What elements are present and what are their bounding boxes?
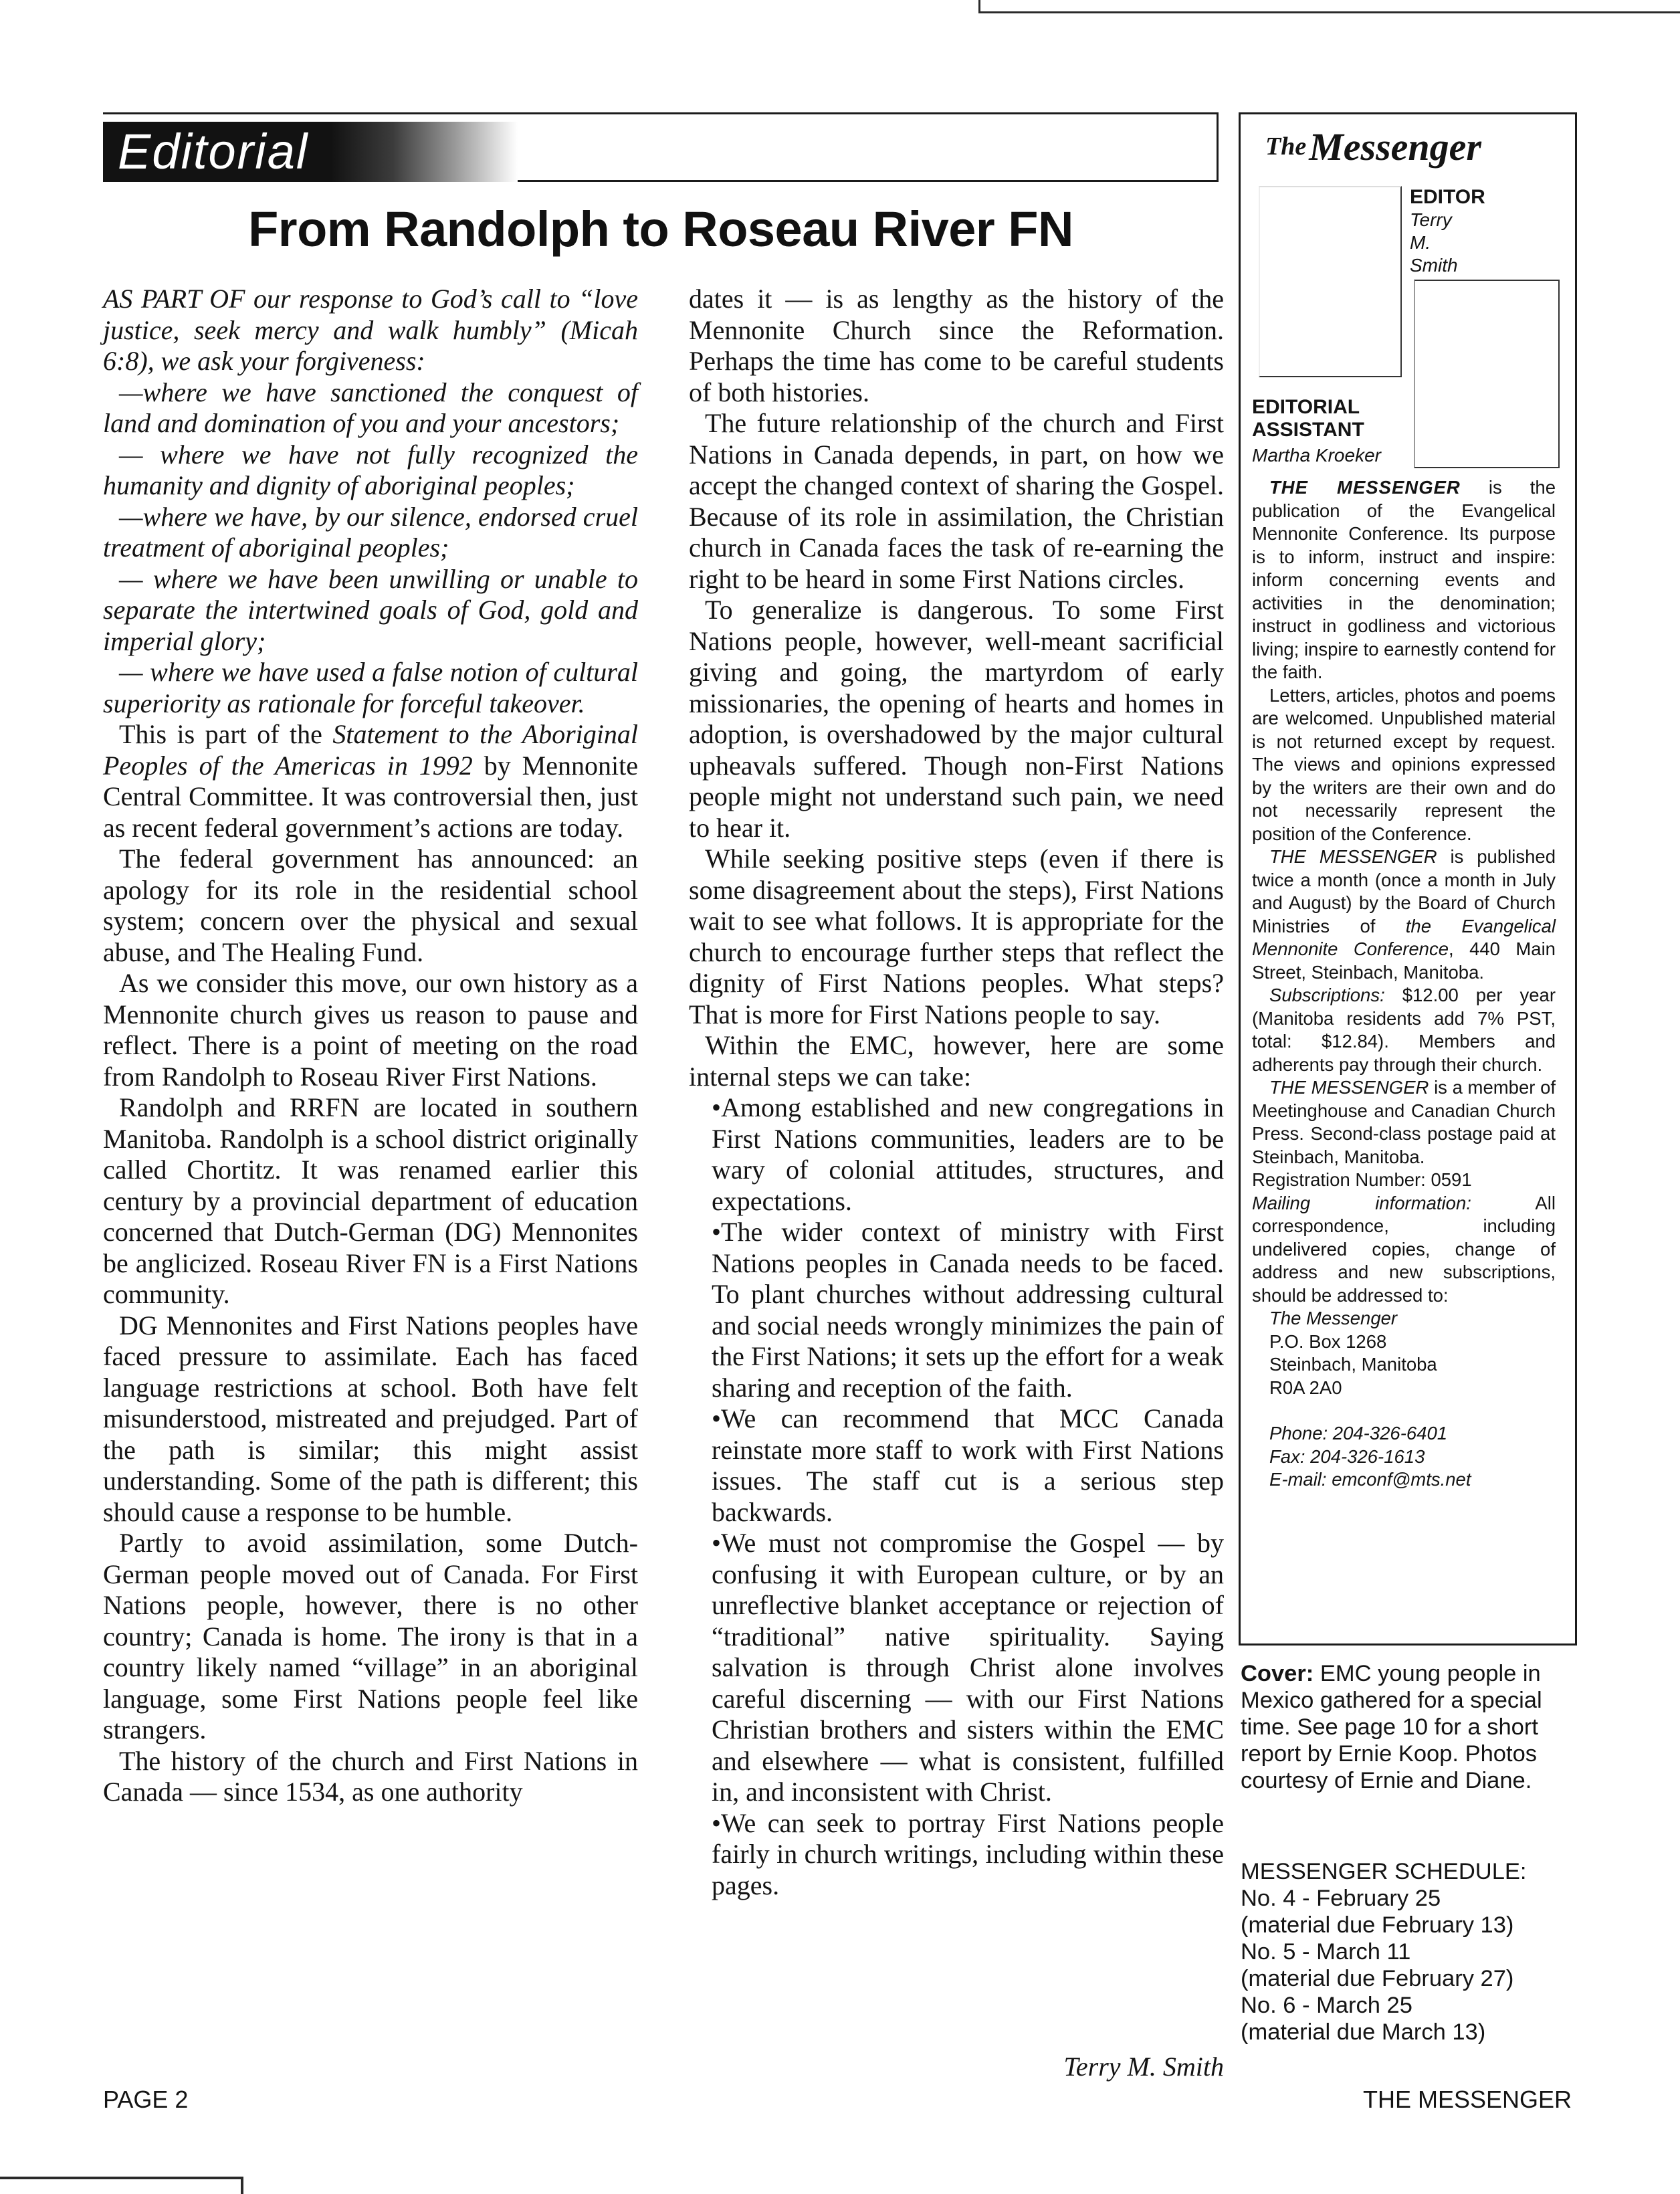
- editorial-assistant-name: Martha Kroeker: [1252, 445, 1381, 466]
- article-paragraph: While seeking positive steps (even if there is some disagreement about the steps), First Nations wait to see what follows. It is appropriate for the church to encourage further steps that reflect the dignity of First Nations peoples. What steps? That is more for First Nations people to say.: [689, 843, 1224, 1029]
- list-item: •Among established and new congregations in First Nations communities, leaders are to be wary of colonial attitudes, structures, and expectations.: [712, 1092, 1224, 1216]
- editor-label: EDITOR: [1410, 186, 1485, 208]
- article-paragraph: Partly to avoid assimilation, some Dutch-German people moved out of Canada. For First Nations people, however, there is no other country; Canada is home. The irony is that in a country likely named “village” in an aboriginal language, some First Nations people feel like strangers.: [103, 1528, 638, 1744]
- article-paragraph: To generalize is dangerous. To some First Nations people, however, well-meant sacrificial giving and going, the martyrdom of early missionaries, the opening of hearts and homes in adoption, is overshadowed by the major cultural upheavals suffered. Though non-First Nations people might not understand such pain, we need to hear it.: [689, 595, 1224, 843]
- article-paragraph: Randolph and RRFN are located in southern Manitoba. Randolph is a school district originally called Chortitz. It was renamed earlier this century by a provincial department of education concerned that Dutch-German (DG) Mennonites be anglicized. Roseau River FN is a First Nations community.: [103, 1092, 638, 1309]
- conference-name: the Evangelical Mennonite Conference: [1252, 915, 1556, 959]
- article-column-middle: [689, 284, 1224, 1901]
- publishing-text: is published twice a month (once a month in July and August) by the Board of Church Ministries of: [1252, 846, 1556, 936]
- list-item: •The wider context of ministry with First Nations peoples in Canada needs to be faced. To plant churches without addressing cultural and social needs wrongly minimizes the pain of the First Nations; it sets up the effort for a weak sharing and reception of the faith.: [712, 1217, 1224, 1403]
- mailing-text: All correspondence, including undelivered copies, change of address and new subscriptions, should be addressed to:: [1252, 1192, 1556, 1306]
- subscriptions-paragraph: [1252, 984, 1556, 1076]
- article-paragraph: The future relationship of the church and First Nations in Canada depends, in part, on how we accept the changed context of sharing the Gospel. Because of its role in assimilation, the Christian church in Canada faces the task of re-earning the right to be heard in some First Nations circles.: [689, 408, 1224, 594]
- schedule-line: (material due February 13): [1241, 1912, 1514, 1938]
- running-title: THE MESSENGER: [1363, 2086, 1572, 2113]
- editor-photo: [1259, 186, 1402, 377]
- conference-address: , 440 Main Street, Steinbach, Manitoba.: [1252, 938, 1556, 983]
- masthead-title: [1265, 124, 1481, 169]
- email-address: E-mail: emconf@mts.net: [1269, 1469, 1471, 1490]
- article-column-left: [103, 284, 638, 1808]
- author-signature: Terry M. Smith: [1063, 2052, 1224, 2082]
- article-paragraph: — where we have used a false notion of cultural superiority as rationale for forceful takeover.: [103, 657, 638, 718]
- cover-label: Cover:: [1241, 1661, 1314, 1686]
- masthead-info: [1252, 476, 1556, 1492]
- mailing-label: Mailing information:: [1252, 1192, 1471, 1213]
- cover-text: EMC young people in Mexico gathered for a special time. See page 10 for a short report by Ernie Koop. Photos courtesy of Ernie and Diane.: [1241, 1661, 1542, 1793]
- article-paragraph: The history of the church and First Nations in Canada — since 1534, as one authority: [103, 1745, 638, 1807]
- letters-paragraph: Letters, articles, photos and poems are welcomed. Unpublished material is not returned except by request. The views and opinions expressed by the writers are their own and do not necessarily represent the position of the Conference.: [1252, 684, 1556, 844]
- article-paragraph: [103, 719, 638, 843]
- schedule-line: (material due March 13): [1241, 2019, 1486, 2045]
- top-edge-rule: [978, 11, 1680, 13]
- article-paragraph: The federal government has announced: an apology for its role in the residential school system; concern over the physical and sexual abuse, and The Healing Fund.: [103, 843, 638, 967]
- subscriptions-text: $12.00 per year (Manitoba residents add 7% PST, total: $12.84). Members and adherents pay through their church.: [1252, 985, 1556, 1075]
- address-line: P.O. Box 1268: [1269, 1330, 1387, 1352]
- schedule-line: No. 5 - March 11: [1241, 1939, 1411, 1965]
- mailing-paragraph: [1252, 1192, 1556, 1308]
- publication-name: THE MESSENGER: [1269, 1077, 1429, 1098]
- address-line: The Messenger: [1269, 1308, 1398, 1328]
- list-item: •We can recommend that MCC Canada reinstate more staff to work with First Nations issues. The staff cut is a serious step backwards.: [712, 1403, 1224, 1527]
- masthead-the: The: [1265, 132, 1307, 161]
- messenger-schedule: [1241, 1858, 1575, 2046]
- list-item: •We can seek to portray First Nations people fairly in church writings, including within these pages.: [712, 1807, 1224, 1900]
- schedule-line: (material due February 27): [1241, 1966, 1514, 1991]
- about-text: is the publication of the Evangelical Mennonite Conference. Its purpose is to inform, instruct and inspire: inform concerning events and activities in the denomination; instruct in godliness and victorious living; inspire to earnestly contend for the faith.: [1252, 477, 1556, 682]
- fax-number: Fax: 204-326-1613: [1269, 1445, 1425, 1467]
- address-line: Steinbach, Manitoba: [1269, 1354, 1437, 1375]
- bottom-corner-tick: [241, 2177, 243, 2194]
- address-line: R0A 2A0: [1269, 1377, 1342, 1398]
- about-paragraph: [1252, 476, 1556, 684]
- publication-name: THE MESSENGER: [1269, 846, 1437, 867]
- article-paragraph: —where we have sanctioned the conquest of land and domination of you and your ancestors;: [103, 377, 638, 438]
- masthead-title-text: Messenger: [1309, 125, 1481, 169]
- article-paragraph: — where we have been unwilling or unable to separate the intertwined goals of God, gold and imperial glory;: [103, 563, 638, 656]
- top-corner-rule: [978, 0, 980, 12]
- editor-name: Terry M. Smith: [1410, 209, 1458, 276]
- membership-text: is a member of Meetinghouse and Canadian Church Press. Second-class postage paid at Steinbach, Manitoba.: [1252, 1077, 1556, 1167]
- publishing-paragraph: [1252, 845, 1556, 984]
- schedule-line: No. 6 - March 25: [1241, 1993, 1412, 2018]
- article-paragraph: dates it — is as lengthy as the history of the Mennonite Church since the Reformation. Perhaps the time has come to be careful students of both histories.: [689, 284, 1224, 407]
- article-paragraph: DG Mennonites and First Nations peoples have faced pressure to assimilate. Each has faced language restrictions at school. Both have felt misunderstood, mistreated and prejudged. Part of the path is similar; this might assist understanding. Some of the path is different; this should cause a response to be humble.: [103, 1310, 638, 1527]
- page-number: PAGE 2: [103, 2086, 189, 2113]
- subscriptions-label: Subscriptions:: [1269, 985, 1385, 1005]
- headline: From Randolph to Roseau River FN: [248, 201, 1073, 257]
- registration-number: Registration Number: 0591: [1252, 1169, 1472, 1190]
- membership-paragraph: [1252, 1076, 1556, 1169]
- article-paragraph: As we consider this move, our own history as a Mennonite church gives us reason to pause and reflect. There is a point of meeting on the road from Randolph to Roseau River First Nations.: [103, 968, 638, 1092]
- section-label: Editorial: [118, 124, 309, 179]
- list-item: •We must not compromise the Gospel — by confusing it with European culture, or by an unreflective blanket acceptance or rejection of “traditional” native spirituality. Saying salvation is through Christ alone involves careful discerning — with our First Nations Christian brothers and sisters within the EMC and elsewhere — what is consistent, fulfilled in, and inconsistent with Christ.: [712, 1528, 1224, 1807]
- text-run: by Mennonite Central Committee. It was controversial then, just as recent federal government’s actions are today.: [103, 750, 638, 843]
- statement-title: Statement to the Aboriginal Peoples of the Americas in 1992: [103, 719, 638, 781]
- publication-name: THE MESSENGER: [1269, 477, 1461, 498]
- text-run: This is part of the: [119, 719, 333, 749]
- schedule-heading: MESSENGER SCHEDULE:: [1241, 1859, 1527, 1884]
- cover-note: [1241, 1660, 1575, 1794]
- article-paragraph: Within the EMC, however, here are some internal steps we can take:: [689, 1030, 1224, 1092]
- article-paragraph: — where we have not fully recognized the humanity and dignity of aboriginal peoples;: [103, 439, 638, 500]
- schedule-line: No. 4 - February 25: [1241, 1886, 1441, 1911]
- phone-number: Phone: 204-326-6401: [1269, 1423, 1448, 1443]
- article-paragraph: AS PART OF our response to God’s call to “love justice, seek mercy and walk humbly” (Micah 6:8), we ask your forgiveness:: [103, 284, 638, 376]
- editorial-assistant-label: EDITORIAL ASSISTANT: [1252, 396, 1364, 441]
- article-paragraph: —where we have, by our silence, endorsed cruel treatment of aboriginal peoples;: [103, 501, 638, 563]
- assistant-photo: [1414, 280, 1560, 468]
- bottom-corner-rule: [0, 2177, 241, 2179]
